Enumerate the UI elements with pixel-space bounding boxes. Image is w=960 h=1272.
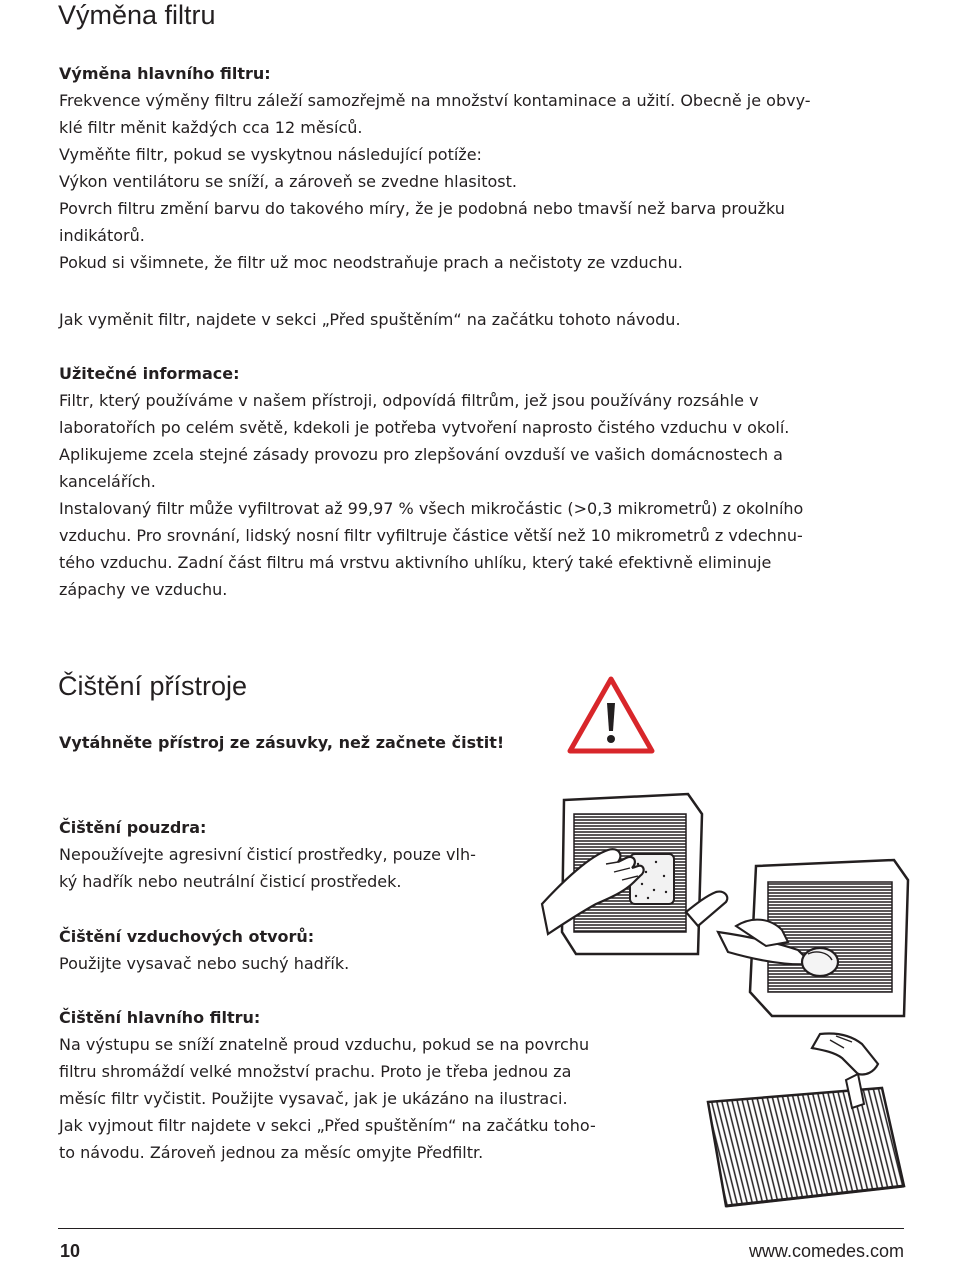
housing-wiping-illustration xyxy=(538,792,738,962)
main-filter-replacement-heading: Výměna hlavního filtru: xyxy=(59,64,271,83)
paragraph-line: ký hadřík nebo neutrální čisticí prostředek. xyxy=(59,872,402,891)
paragraph-line: klé filtr měnit každých cca 12 měsíců. xyxy=(59,118,363,137)
main-filter-replacement-section xyxy=(59,60,811,276)
housing-cleaning-section xyxy=(59,814,476,895)
paragraph-line: vzduchu. Pro srovnání, lidský nosní filtr vyfiltruje částice větší než 10 mikrometrů z vdechnu- xyxy=(59,526,803,545)
useful-info-heading: Užitečné informace: xyxy=(59,364,240,383)
page-number: 10 xyxy=(60,1241,81,1261)
paragraph-line: to návodu. Zároveň jednou za měsíc omyjte Předfiltr. xyxy=(59,1143,484,1162)
filter-cleaning-section xyxy=(59,1004,596,1166)
paragraph-line: Vyměňte filtr, pokud se vyskytnou následující potíže: xyxy=(59,145,482,164)
filter-cleaning-heading: Čištění hlavního filtru: xyxy=(59,1008,261,1027)
vent-vacuuming-illustration xyxy=(716,856,948,1026)
vents-cleaning-heading: Čištění vzduchových otvorů: xyxy=(59,927,315,946)
paragraph-line: filtru shromáždí velké množství prachu. Proto je třeba jednou za xyxy=(59,1062,572,1081)
paragraph-line: Pokud si všimnete, že filtr už moc neodstraňuje prach a nečistoty ze vzduchu. xyxy=(59,253,683,272)
paragraph-line: tého vzduchu. Zadní část filtru má vrstvu aktivního uhlíku, který také efektivně eliminuje xyxy=(59,553,772,572)
paragraph-line: laboratořích po celém světě, kdekoli je potřeba vytvoření naprosto čistého vzduchu v okolí. xyxy=(59,418,790,437)
vents-cleaning-section xyxy=(59,923,349,977)
warning-triangle-icon xyxy=(566,675,656,755)
useful-info-section xyxy=(59,360,803,603)
reference-text: Jak vyměnit filtr, najdete v sekci „Před spuštěním“ na začátku tohoto návodu. xyxy=(59,310,681,329)
paragraph-line: Frekvence výměny filtru záleží samozřejmě na množství kontaminace a užití. Obecně je obvy- xyxy=(59,91,811,110)
housing-cleaning-heading: Čištění pouzdra: xyxy=(59,818,207,837)
paragraph-line: indikátorů. xyxy=(59,226,145,245)
page-title: Výměna filtru xyxy=(58,0,216,30)
paragraph-line: Povrch filtru změní barvu do takového míry, že je podobná nebo tmavší než barva proužku xyxy=(59,199,785,218)
paragraph-line: kancelářích. xyxy=(59,472,156,491)
paragraph-line: Na výstupu se sníží znatelně proud vzduchu, pokud se na povrchu xyxy=(59,1035,590,1054)
paragraph-line: Filtr, který používáme v našem přístroji, odpovídá filtrům, jež jsou používány rozsáhle v xyxy=(59,391,759,410)
paragraph-line: Aplikujeme zcela stejné zásady provozu pro zlepšování ovzduší ve vašich domácnostech a xyxy=(59,445,783,464)
footer-divider xyxy=(58,1228,904,1229)
website-url[interactable]: www.comedes.com xyxy=(748,1241,904,1261)
paragraph-line: Nepoužívejte agresivní čisticí prostředky, pouze vlh- xyxy=(59,845,476,864)
section-title: Čištění přístroje xyxy=(58,671,248,701)
filter-vacuuming-illustration xyxy=(702,1030,912,1210)
unplug-warning: Vytáhněte přístroj ze zásuvky, než začnete čistit! xyxy=(59,733,505,752)
filter-reference-note xyxy=(59,306,681,333)
paragraph-line: Použijte vysavač nebo suchý hadřík. xyxy=(59,954,350,973)
paragraph-line: Instalovaný filtr může vyfiltrovat až 99,97 % všech mikročástic (>0,3 mikrometrů) z okolního xyxy=(59,499,804,518)
paragraph-line: měsíc filtr vyčistit. Použijte vysavač, jak je ukázáno na ilustraci. xyxy=(59,1089,568,1108)
paragraph-line: zápachy ve vzduchu. xyxy=(59,580,228,599)
paragraph-line: Jak vyjmout filtr najdete v sekci „Před spuštěním“ na začátku toho- xyxy=(59,1116,596,1135)
paragraph-line: Výkon ventilátoru se sníží, a zároveň se zvedne hlasitost. xyxy=(59,172,517,191)
